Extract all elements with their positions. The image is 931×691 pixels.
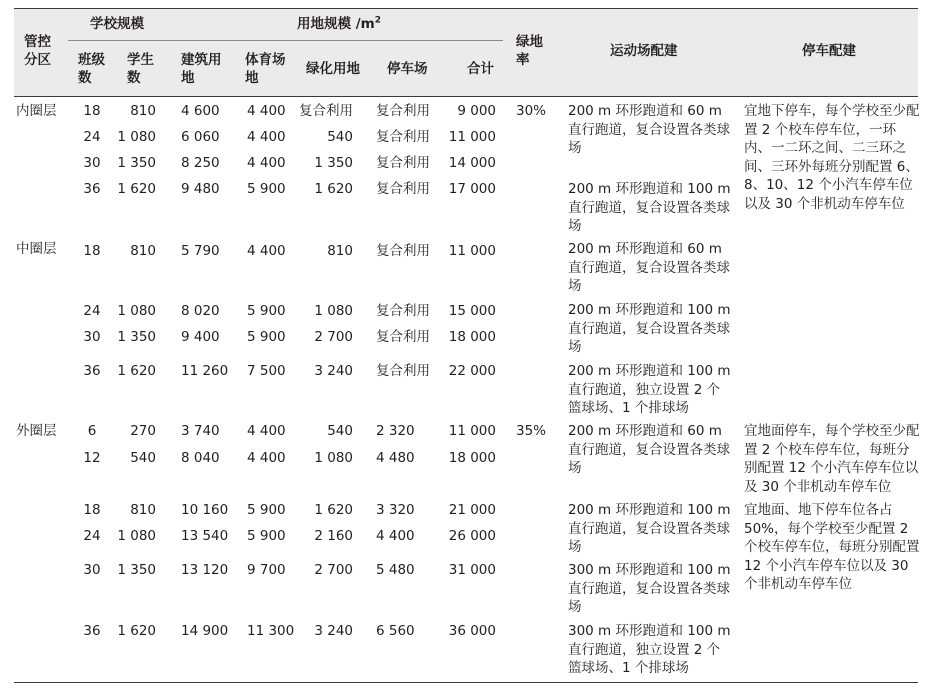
cell-students: 810 (130, 103, 156, 119)
cell-building: 14 900 (181, 623, 229, 639)
green-rate-inner: 30% (516, 103, 547, 119)
cell-green: 1 080 (314, 303, 353, 319)
cell-parking: 复合利用 (376, 363, 430, 379)
cell-sports: 4 400 (247, 129, 286, 145)
cell-students: 1 620 (117, 181, 156, 197)
cell-parking: 复合利用 (376, 103, 430, 119)
cell-total: 36 000 (448, 623, 496, 639)
cell-parking: 6 560 (376, 623, 415, 639)
cell-total: 15 000 (448, 303, 496, 319)
cell-total: 11 000 (448, 129, 496, 145)
cell-total: 26 000 (448, 528, 496, 544)
sports-config-4: 200 m 环形跑道和 100 m 直行跑道，复合设置各类球场 (568, 302, 731, 356)
cell-classes: 36 (83, 181, 101, 197)
header-students-2: 数 (127, 70, 141, 86)
cell-building: 9 480 (181, 181, 220, 197)
cell-sports: 4 400 (247, 423, 286, 439)
sports-config-7: 200 m 环形跑道和 100 m 直行跑道，复合设置各类球场 (568, 502, 731, 556)
cell-green: 3 240 (314, 623, 353, 639)
cell-classes: 24 (83, 129, 101, 145)
cell-students: 1 080 (117, 303, 156, 319)
header-school-scale: 学校规模 (90, 16, 144, 32)
zone-inner: 内圈层 (16, 103, 57, 119)
header-zone-1: 管控 (24, 34, 51, 50)
cell-building: 9 400 (181, 329, 220, 345)
cell-parking: 复合利用 (376, 181, 430, 197)
cell-parking: 4 480 (376, 450, 415, 466)
cell-building: 13 120 (181, 562, 229, 578)
cell-classes: 6 (87, 423, 97, 439)
cell-sports: 4 400 (247, 155, 286, 171)
parking-config-outer-small: 宜地面停车，每个学校至少配置 2 个校车停车位，每班分别配置 12 个小汽车停车位以及 30 个非机动车停车位 (744, 423, 920, 495)
cell-sports: 4 400 (247, 243, 286, 259)
cell-total: 22 000 (448, 363, 496, 379)
cell-total: 11 000 (448, 423, 496, 439)
cell-green: 2 160 (314, 528, 353, 544)
cell-green: 540 (327, 129, 353, 145)
cell-total: 21 000 (448, 502, 496, 518)
top-rule (14, 8, 918, 9)
header-building-1: 建筑用 (181, 52, 222, 68)
header-total: 合计 (467, 61, 494, 77)
header-students-1: 学生 (127, 52, 154, 68)
land-scale-subrule (177, 40, 503, 41)
cell-green: 1 350 (314, 155, 353, 171)
header-sports-config: 运动场配建 (610, 43, 678, 59)
cell-building: 11 260 (181, 363, 229, 379)
cell-building: 3 740 (181, 423, 220, 439)
cell-classes: 24 (83, 303, 101, 319)
cell-students: 1 620 (117, 363, 156, 379)
cell-parking: 复合利用 (376, 303, 430, 319)
cell-building: 13 540 (181, 528, 229, 544)
header-sports-2: 地 (245, 70, 259, 86)
header-classes-1: 班级 (78, 52, 105, 68)
header-classes-2: 数 (78, 70, 92, 86)
cell-green: 3 240 (314, 363, 353, 379)
cell-classes: 18 (83, 103, 101, 119)
header-zone-2: 分区 (24, 52, 51, 68)
cell-sports: 4 400 (247, 103, 286, 119)
cell-green: 1 080 (314, 450, 353, 466)
cell-sports: 5 900 (247, 181, 286, 197)
sports-config-2: 200 m 环形跑道和 100 m 直行跑道，复合设置各类球场 (568, 181, 731, 235)
cell-building: 4 600 (181, 103, 220, 119)
sports-config-9: 300 m 环形跑道和 100 m 直行跑道，独立设置 2 个篮球场、1 个排球场 (568, 623, 731, 677)
header-parking-config: 停车配建 (802, 43, 856, 59)
green-rate-outer: 35% (516, 423, 547, 439)
cell-students: 270 (130, 423, 156, 439)
header-land-scale (297, 15, 381, 33)
header-building-2: 地 (181, 70, 195, 86)
cell-green: 复合利用 (299, 103, 353, 119)
cell-students: 1 080 (117, 528, 156, 544)
cell-sports: 5 900 (247, 329, 286, 345)
sports-config-8: 300 m 环形跑道和 100 m 直行跑道，复合设置各类球场 (568, 562, 731, 616)
header-green-rate-2: 率 (516, 52, 530, 68)
cell-students: 810 (130, 502, 156, 518)
cell-parking: 复合利用 (376, 129, 430, 145)
cell-parking: 复合利用 (376, 243, 430, 259)
cell-classes: 36 (83, 623, 101, 639)
cell-green: 540 (327, 423, 353, 439)
sports-config-6: 200 m 环形跑道和 60 m 直行跑道，复合设置各类球场 (568, 423, 730, 477)
cell-classes: 12 (83, 450, 101, 466)
cell-classes: 36 (83, 363, 101, 379)
cell-total: 14 000 (448, 155, 496, 171)
cell-total: 18 000 (448, 329, 496, 345)
cell-classes: 18 (83, 243, 101, 259)
cell-green: 1 620 (314, 181, 353, 197)
cell-green: 2 700 (314, 329, 353, 345)
cell-total: 18 000 (448, 450, 496, 466)
parking-config-outer-large: 宜地面、地下停车位各占 50%，每个学校至少配置 2 个校车停车位，每班分别配置 12 个小汽车停车位以及 30 个非机动车停车位 (744, 502, 920, 593)
cell-students: 1 080 (117, 129, 156, 145)
sports-config-3: 200 m 环形跑道和 60 m 直行跑道，复合设置各类球场 (568, 241, 730, 295)
cell-parking: 复合利用 (376, 329, 430, 345)
cell-parking: 3 320 (376, 502, 415, 518)
cell-green: 2 700 (314, 562, 353, 578)
parking-config-inner: 宜地下停车，每个学校至少配置 2 个校车停车位，一环内、一二环之间、二三环之间、三环外每班分别配置 6、8、10、12 个小汽车停车位以及 30 个非机动车停车位 (744, 103, 920, 212)
cell-sports: 7 500 (247, 363, 286, 379)
cell-building: 8 250 (181, 155, 220, 171)
cell-total: 31 000 (448, 562, 496, 578)
school-scale-subrule (68, 40, 177, 41)
cell-sports: 4 400 (247, 450, 286, 466)
cell-students: 810 (130, 243, 156, 259)
cell-students: 540 (130, 450, 156, 466)
cell-sports: 11 300 (247, 623, 295, 639)
sports-config-5: 200 m 环形跑道和 100 m 直行跑道，独立设置 2 个篮球场、1 个排球场 (568, 363, 731, 417)
header-green-land: 绿化用地 (306, 61, 360, 77)
cell-parking: 5 480 (376, 562, 415, 578)
cell-sports: 5 900 (247, 502, 286, 518)
cell-students: 1 350 (117, 329, 156, 345)
cell-students: 1 620 (117, 623, 156, 639)
cell-green: 810 (327, 243, 353, 259)
cell-total: 17 000 (448, 181, 496, 197)
cell-green: 1 620 (314, 502, 353, 518)
cell-parking: 4 400 (376, 528, 415, 544)
cell-building: 10 160 (181, 502, 229, 518)
cell-sports: 5 900 (247, 528, 286, 544)
cell-sports: 9 700 (247, 562, 286, 578)
cell-classes: 30 (83, 329, 101, 345)
zone-middle: 中圈层 (16, 241, 57, 257)
cell-building: 8 040 (181, 450, 220, 466)
cell-building: 6 060 (181, 129, 220, 145)
cell-parking: 复合利用 (376, 155, 430, 171)
cell-classes: 18 (83, 502, 101, 518)
cell-students: 1 350 (117, 155, 156, 171)
cell-classes: 30 (83, 562, 101, 578)
cell-building: 8 020 (181, 303, 220, 319)
cell-parking: 2 320 (376, 423, 415, 439)
cell-sports: 5 900 (247, 303, 286, 319)
header-bottom-rule (14, 96, 918, 97)
header-parking-area: 停车场 (387, 61, 428, 77)
zone-outer: 外圈层 (16, 423, 57, 439)
cell-building: 5 790 (181, 243, 220, 259)
header-land-scale-text: 用地规模 /m (297, 16, 375, 32)
cell-total: 11 000 (448, 243, 496, 259)
cell-classes: 24 (83, 528, 101, 544)
cell-classes: 30 (83, 155, 101, 171)
header-sports-1: 体育场 (245, 52, 286, 68)
header-land-scale-sup: 2 (374, 15, 381, 26)
cell-students: 1 350 (117, 562, 156, 578)
header-green-rate-1: 绿地 (516, 34, 543, 50)
sports-config-1: 200 m 环形跑道和 60 m 直行跑道，复合设置各类球场 (568, 103, 730, 157)
cell-total: 9 000 (457, 103, 496, 119)
bottom-rule (14, 682, 918, 683)
